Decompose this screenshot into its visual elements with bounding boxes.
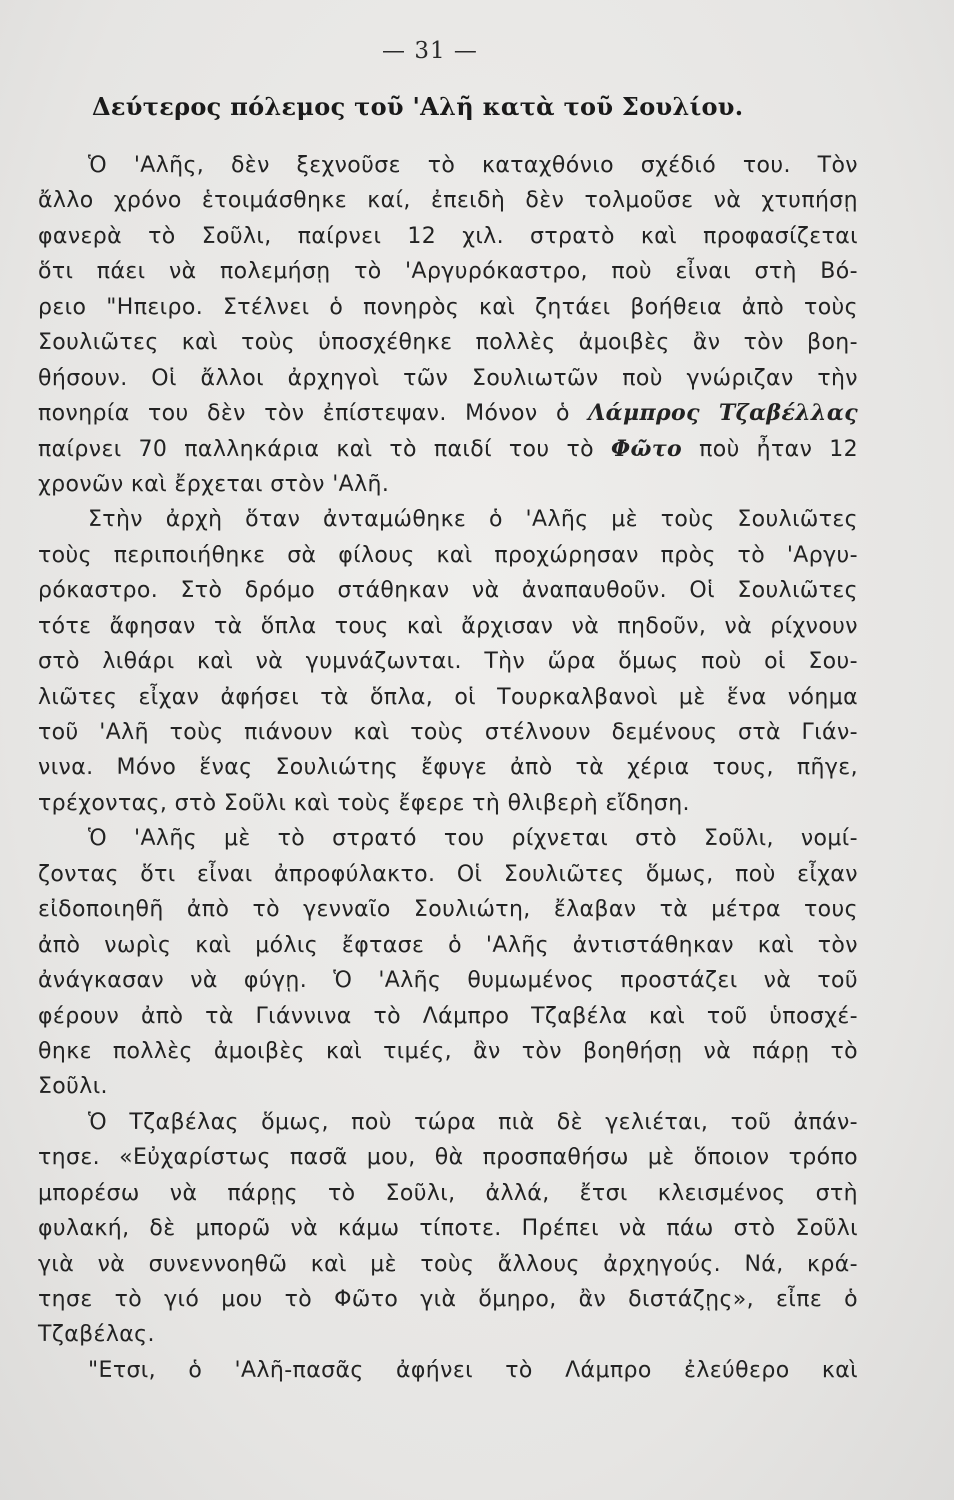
text-line: τησε τὸ γιό μου τὸ Φῶτο γιὰ ὅμηρο, ἂν διστάζῃς», εἶπε ὁ <box>38 1287 858 1312</box>
text-line: νινα. Μόνο ἕνας Σουλιώτης ἔφυγε ἀπὸ τὰ χέρια τους, πῆγε, <box>38 755 858 781</box>
body-text <box>38 148 858 1388</box>
text-line: ὅτι πάει νὰ πολεμήσῃ τὸ 'Αργυρόκαστρο, ποὺ εἶναι στὴ Βό- <box>38 259 858 285</box>
text-line: τοὺς περιποιήθηκε σὰ φίλους καὶ προχώρησαν πρὸς τὸ 'Αργυ- <box>38 542 858 568</box>
text-line <box>38 396 858 431</box>
text-line: θήσουν. Οἱ ἄλλοι ἀρχηγοὶ τῶν Σουλιωτῶν ποὺ γνώριζαν τὴν <box>38 365 858 391</box>
page-number: — 31 — <box>382 38 478 64</box>
text-line: ρόκαστρο. Στὸ δρόμο στάθηκαν νὰ ἀναπαυθοῦν. Οἱ Σουλιῶτες <box>38 578 858 604</box>
text-line: φέρουν ἀπὸ τὰ Γιάννινα τὸ Λάμπρο Τζαβέλα καὶ τοῦ ὑποσχέ- <box>38 1003 858 1029</box>
text-line: ἀπὸ νωρὶς καὶ μόλις ἔφτασε ὁ 'Αλῆς ἀντιστάθηκαν καὶ τὸν <box>38 932 858 958</box>
text-line: στὸ λιθάρι καὶ νὰ γυμνάζωνται. Τὴν ὥρα ὅμως ποὺ οἱ Σου- <box>38 649 858 675</box>
text-line: τρέχοντας, στὸ Σοῦλι καὶ τοὺς ἔφερε τὴ θλιβερὴ εἴδηση. <box>38 790 690 816</box>
text-line: χρονῶν καὶ ἔρχεται στὸν 'Αλῆ. <box>38 471 390 497</box>
text-line: "Ετσι, ὁ 'Αλῆ-πασᾶς ἀφήνει τὸ Λάμπρο ἐλεύθερο καὶ <box>88 1357 858 1383</box>
text-line: Ὁ 'Αλῆς μὲ τὸ στρατό του ρίχνεται στὸ Σοῦλι, νομί- <box>88 826 858 852</box>
text-line: τησε. «Εὐχαρίστως πασᾶ μου, θὰ προσπαθήσω μὲ ὅποιον τρόπο <box>38 1145 858 1171</box>
text-line: φανερὰ τὸ Σοῦλι, παίρνει 12 χιλ. στρατὸ καὶ προφασίζεται <box>38 223 858 249</box>
text-line <box>38 432 858 467</box>
text-line: Σοῦλι. <box>38 1074 108 1100</box>
text-line: ρειο "Ηπειρο. Στέλνει ὁ πονηρὸς καὶ ζητάει βοήθεια ἀπὸ τοὺς <box>38 294 858 320</box>
text-line: τοῦ 'Αλῆ τοὺς πιάνουν καὶ τοὺς στέλνουν δεμένους στὰ Γιάν- <box>38 720 858 745</box>
text-line: Τζαβέλας. <box>38 1322 155 1348</box>
name-emphasis: Λάμπρος Τζαβέλλας <box>588 400 858 427</box>
text-line: ζοντας ὅτι εἶναι ἀπροφύλακτο. Οἱ Σουλιῶτες ὅμως, ποὺ εἶχαν <box>38 861 858 887</box>
text-segment: παίρνει 70 παλληκάρια καὶ τὸ παιδί του τὸ <box>38 436 611 462</box>
text-line: θηκε πολλὲς ἀμοιβὲς καὶ τιμές, ἂν τὸν βοηθήσῃ νὰ πάρῃ τὸ <box>38 1038 858 1064</box>
text-line: Σουλιῶτες καὶ τοὺς ὑποσχέθηκε πολλὲς ἀμοιβὲς ἂν τὸν βοη- <box>38 330 858 356</box>
text-line: Στὴν ἀρχὴ ὅταν ἀνταμώθηκε ὁ 'Αλῆς μὲ τοὺς Σουλιῶτες <box>88 507 858 533</box>
name-emphasis: Φῶτο <box>610 435 683 462</box>
text-line: Ὁ Τζαβέλας ὅμως, ποὺ τώρα πιὰ δὲ γελιέται, τοῦ ἀπάν- <box>88 1109 858 1135</box>
text-line: γιὰ νὰ συνεννοηθῶ καὶ μὲ τοὺς ἄλλους ἀρχηγούς. Νά, κρά- <box>38 1251 858 1277</box>
text-line: ἄλλο χρόνο ἑτοιμάσθηκε καί, ἐπειδὴ δὲν τολμοῦσε νὰ χτυπήσῃ <box>38 188 858 214</box>
text-segment: πονηρία του δὲν τὸν ἐπίστεψαν. Μόνον ὁ <box>38 401 589 427</box>
text-line: εἰδοποιηθῆ ἀπὸ τὸ γενναῖο Σουλιώτη, ἔλαβαν τὰ μέτρα τους <box>38 897 858 923</box>
text-line: φυλακή, δὲ μπορῶ νὰ κάμω τίποτε. Πρέπει νὰ πάω στὸ Σοῦλι <box>38 1216 858 1242</box>
text-line: λιῶτες εἶχαν ἀφήσει τὰ ὅπλα, οἱ Τουρκαλβανοὶ μὲ ἕνα νόημα <box>38 684 858 710</box>
chapter-title: Δεύτερος πόλεμος τοῦ 'Αλῆ κατὰ τοῦ Σουλίου. <box>92 92 744 121</box>
text-line: μπορέσω νὰ πάρῃς τὸ Σοῦλι, ἀλλά, ἔτσι κλεισμένος στὴ <box>38 1180 858 1206</box>
text-line: τότε ἄφησαν τὰ ὅπλα τους καὶ ἄρχισαν νὰ πηδοῦν, νὰ ρίχνουν <box>38 613 858 639</box>
text-line: ἀνάγκασαν νὰ φύγῃ. Ὁ 'Αλῆς θυμωμένος προστάζει νὰ τοῦ <box>38 968 858 994</box>
text-segment: ποὺ ἦταν 12 <box>682 436 858 462</box>
text-line: Ὁ 'Αλῆς, δὲν ξεχνοῦσε τὸ καταχθόνιο σχέδιό του. Τὸν <box>88 153 858 178</box>
